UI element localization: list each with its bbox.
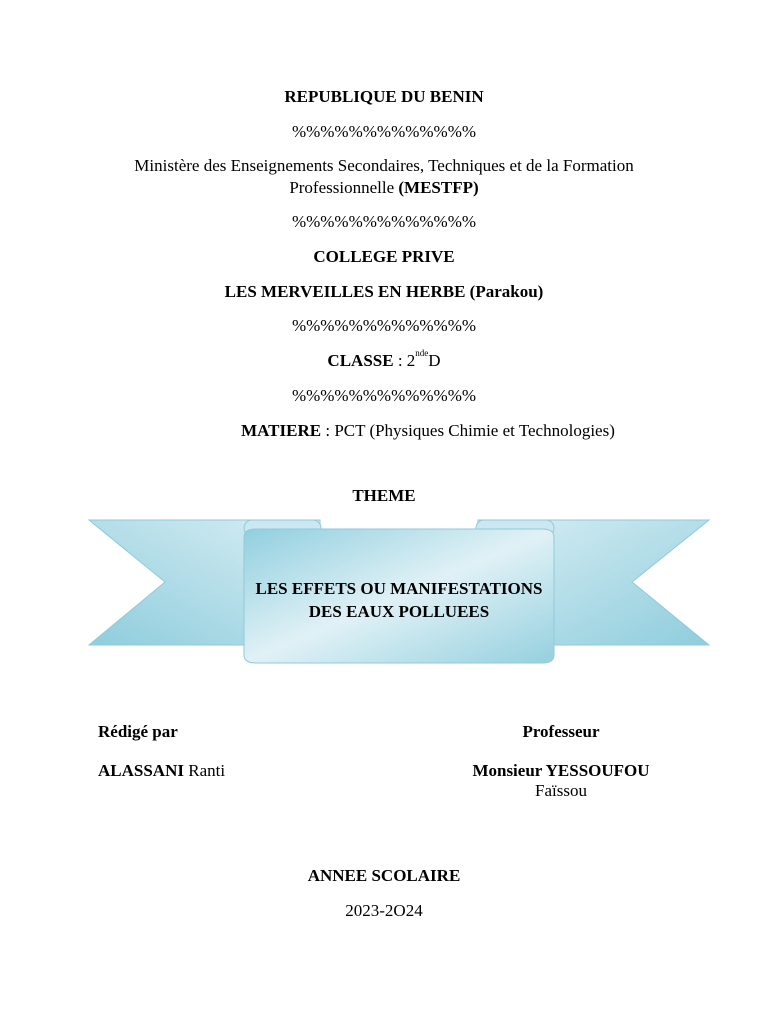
theme-label: THEME [352, 486, 416, 505]
ministry-line-2: Professionnelle (MESTFP) [289, 178, 479, 197]
class-line: CLASSE : 2ndeD [327, 348, 441, 370]
separator-2: %%%%%%%%%%%%% [291, 212, 477, 231]
author-name: ALASSANI Ranti [98, 761, 226, 780]
teacher-label: Professeur [522, 722, 600, 741]
subject-line: MATIERE : PCT (Physiques Chimie et Technologies) [241, 421, 615, 440]
teacher-first-name: Faïssou [535, 781, 587, 800]
separator-4: %%%%%%%%%%%%% [291, 386, 477, 405]
theme-title: LES EFFETS OU MANIFESTATIONS DES EAUX POLLUEES [255, 579, 543, 621]
school-year-label: ANNEE SCOLAIRE [307, 866, 461, 885]
school-name: LES MERVEILLES EN HERBE (Parakou) [224, 282, 544, 301]
ministry-line-1: Ministère des Enseignements Secondaires, Techniques et de la Formation [134, 156, 634, 175]
country-heading: REPUBLIQUE DU BENIN [284, 87, 484, 106]
school-type: COLLEGE PRIVE [313, 247, 455, 266]
school-year-value: 2023-2O24 [345, 901, 423, 920]
teacher-name: Monsieur YESSOUFOU [472, 761, 650, 780]
author-label: Rédigé par [98, 722, 178, 741]
separator-1: %%%%%%%%%%%%% [291, 122, 477, 141]
separator-3: %%%%%%%%%%%%% [291, 316, 477, 335]
